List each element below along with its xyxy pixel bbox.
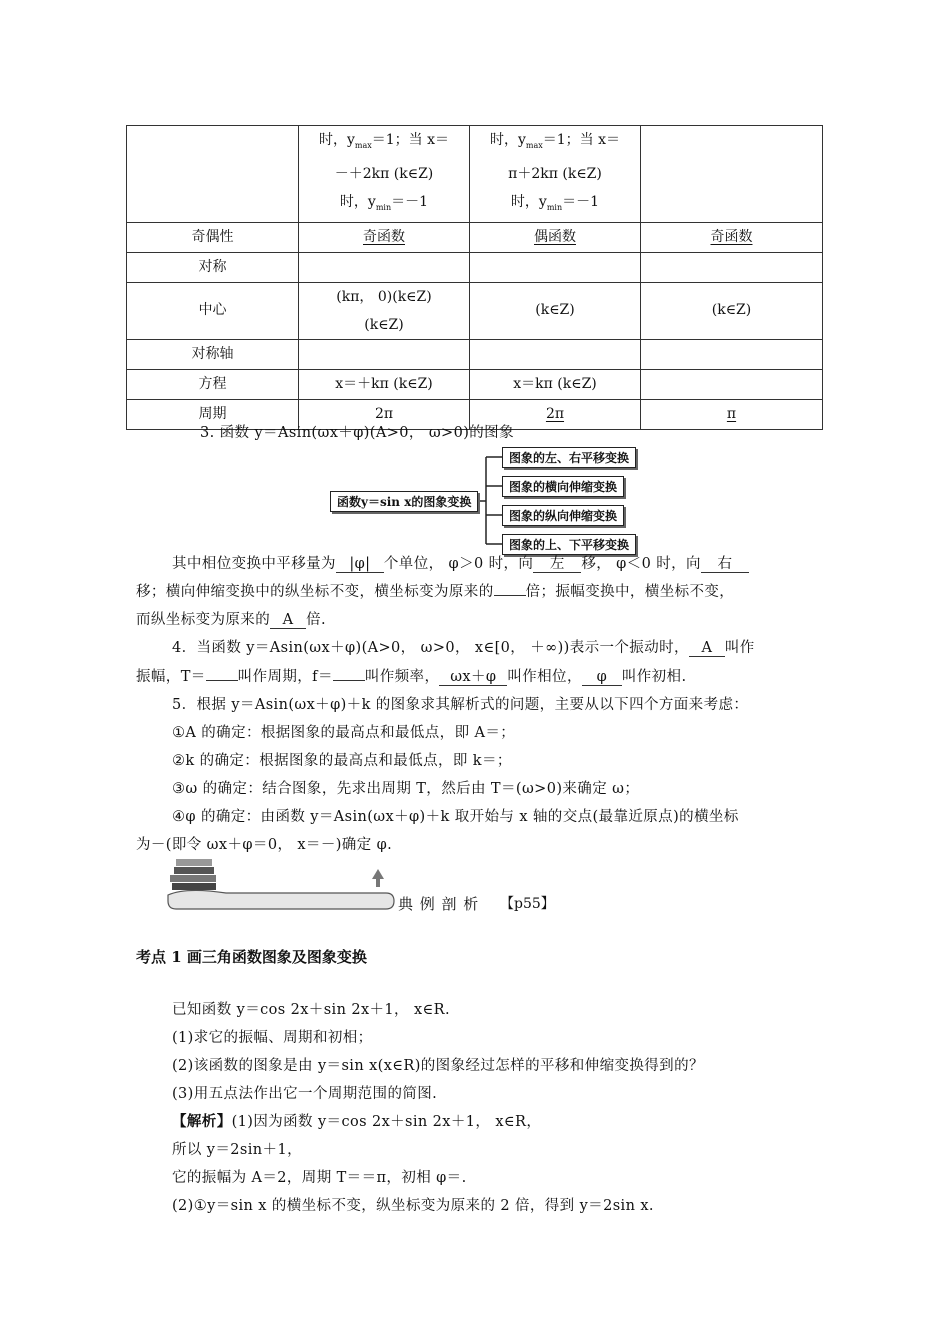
diagram-branch-1: 图象的左、右平移变换 (502, 447, 636, 468)
diagram-branch-4: 图象的上、下平移变换 (502, 534, 636, 555)
center-cos: (k∈Z) (470, 282, 641, 339)
example-heading: 考点 1 画三角函数图象及图象变换 (136, 948, 367, 966)
parity-tan: 奇函数 (641, 222, 823, 252)
function-properties-table (126, 125, 823, 430)
item-5-line-6: 为－(即令 ωx＋φ＝0， x＝－)确定 φ. (136, 837, 393, 853)
parity-cos: 偶函数 (470, 222, 641, 252)
example-question: 已知函数 y＝cos 2x＋sin 2x＋1， x∈R. (172, 1002, 451, 1018)
period-cos: 2π (470, 399, 641, 429)
diagram-root: 函数y＝sin x的图象变换 (330, 491, 478, 512)
solution-line-2: 所以 y＝2sin＋1， (172, 1142, 302, 1158)
item-4-line-2: 振幅，T＝ 叫作周期，f＝ 叫作频率， ωx＋φ 叫作相位， φ 叫作初相. (136, 669, 687, 685)
center-tan: (k∈Z) (641, 282, 823, 339)
solution-line-3: 它的振幅为 A＝2，周期 T＝＝π，初相 φ＝. (172, 1170, 467, 1186)
parity-sin: 奇函数 (299, 222, 470, 252)
center-sin: (kπ， 0)(k∈Z) (k∈Z) (299, 282, 470, 339)
table-cell-sin-extrema: 时，$y_{max}=1$；当 x＝ －＋2kπ (k∈Z) 时，$y_{min}=-1$ (299, 126, 470, 223)
diagram-branch-2: 图象的横向伸缩变换 (502, 476, 624, 497)
row-label-parity: 奇偶性 (127, 222, 299, 252)
section-title: 典 例 剖 析 (398, 895, 480, 913)
item-5-line-4: ③ω 的确定：结合图象，先求出周期 T，然后由 T＝(ω>0)来确定 ω； (172, 781, 640, 797)
item-3-heading: 3. 函数 y＝Asin(ωx＋φ)(A>0， ω>0)的图象 (200, 425, 514, 441)
period-sin: 2π (299, 399, 470, 429)
table-cell-empty (641, 126, 823, 223)
example-part-1: (1)求它的振幅、周期和初相； (172, 1030, 373, 1046)
item-4-line-1: 4．当函数 y＝Asin(ωx＋φ)(A>0， ω>0， x∈[0， ＋∞))表示一个振动时， A 叫作 (172, 640, 755, 656)
solution-line-1: 【解析】(1)因为函数 y＝cos 2x＋sin 2x＋1， x∈R， (172, 1113, 542, 1130)
phase-shift-line-1: 其中相位变换中平移量为 |φ| 个单位， φ＞0 时，向 左 移， φ＜0 时，向 右 (172, 552, 749, 573)
row-label-center: 中心 (127, 282, 299, 339)
section-page-ref: 【p55】 (500, 896, 555, 912)
item-5-line-2: ①A 的确定：根据图象的最高点和最低点，即 A＝； (172, 725, 516, 741)
example-part-3: (3)用五点法作出它一个周期范围的简图. (172, 1086, 438, 1102)
row-label-axis: 对称轴 (127, 339, 299, 369)
example-part-2: (2)该函数的图象是由 y＝sin x(x∈R)的图象经过怎样的平移和伸缩变换得到的？ (172, 1058, 704, 1074)
books-banner-icon (166, 853, 396, 911)
table-cell-cos-extrema: 时，$y_{max}=1$；当 x＝ π＋2kπ (k∈Z) 时，$y_{min}=-1$ (470, 126, 641, 223)
solution-line-4: (2)①y＝sin x 的横坐标不变，纵坐标变为原来的 2 倍，得到 y＝2sin x. (172, 1198, 654, 1214)
row-label-equation: 方程 (127, 369, 299, 399)
equation-sin: x＝＋kπ (k∈Z) (299, 369, 470, 399)
table-cell-empty (127, 126, 299, 223)
row-label-symmetry: 对称 (127, 252, 299, 282)
item-5-line-3: ②k 的确定：根据图象的最高点和最低点，即 k＝； (172, 753, 512, 769)
equation-cos: x＝kπ (k∈Z) (470, 369, 641, 399)
period-tan: π (641, 399, 823, 429)
item-5-line-5: ④φ 的确定：由函数 y＝Asin(ωx＋φ)＋k 取开始与 x 轴的交点(最靠近原点)的横坐标 (172, 809, 739, 825)
phase-shift-line-2: 移；横向伸缩变换中的纵坐标不变，横坐标变为原来的 倍；振幅变换中，横坐标不变， (136, 584, 735, 600)
phase-shift-line-3: 而纵坐标变为原来的 A 倍. (136, 612, 327, 628)
item-5-line-1: 5．根据 y＝Asin(ωx＋φ)＋k 的图象求其解析式的问题，主要从以下四个方面来考虑： (172, 697, 749, 713)
row-label-period: 周期 (127, 399, 299, 429)
diagram-branch-3: 图象的纵向伸缩变换 (502, 505, 624, 526)
